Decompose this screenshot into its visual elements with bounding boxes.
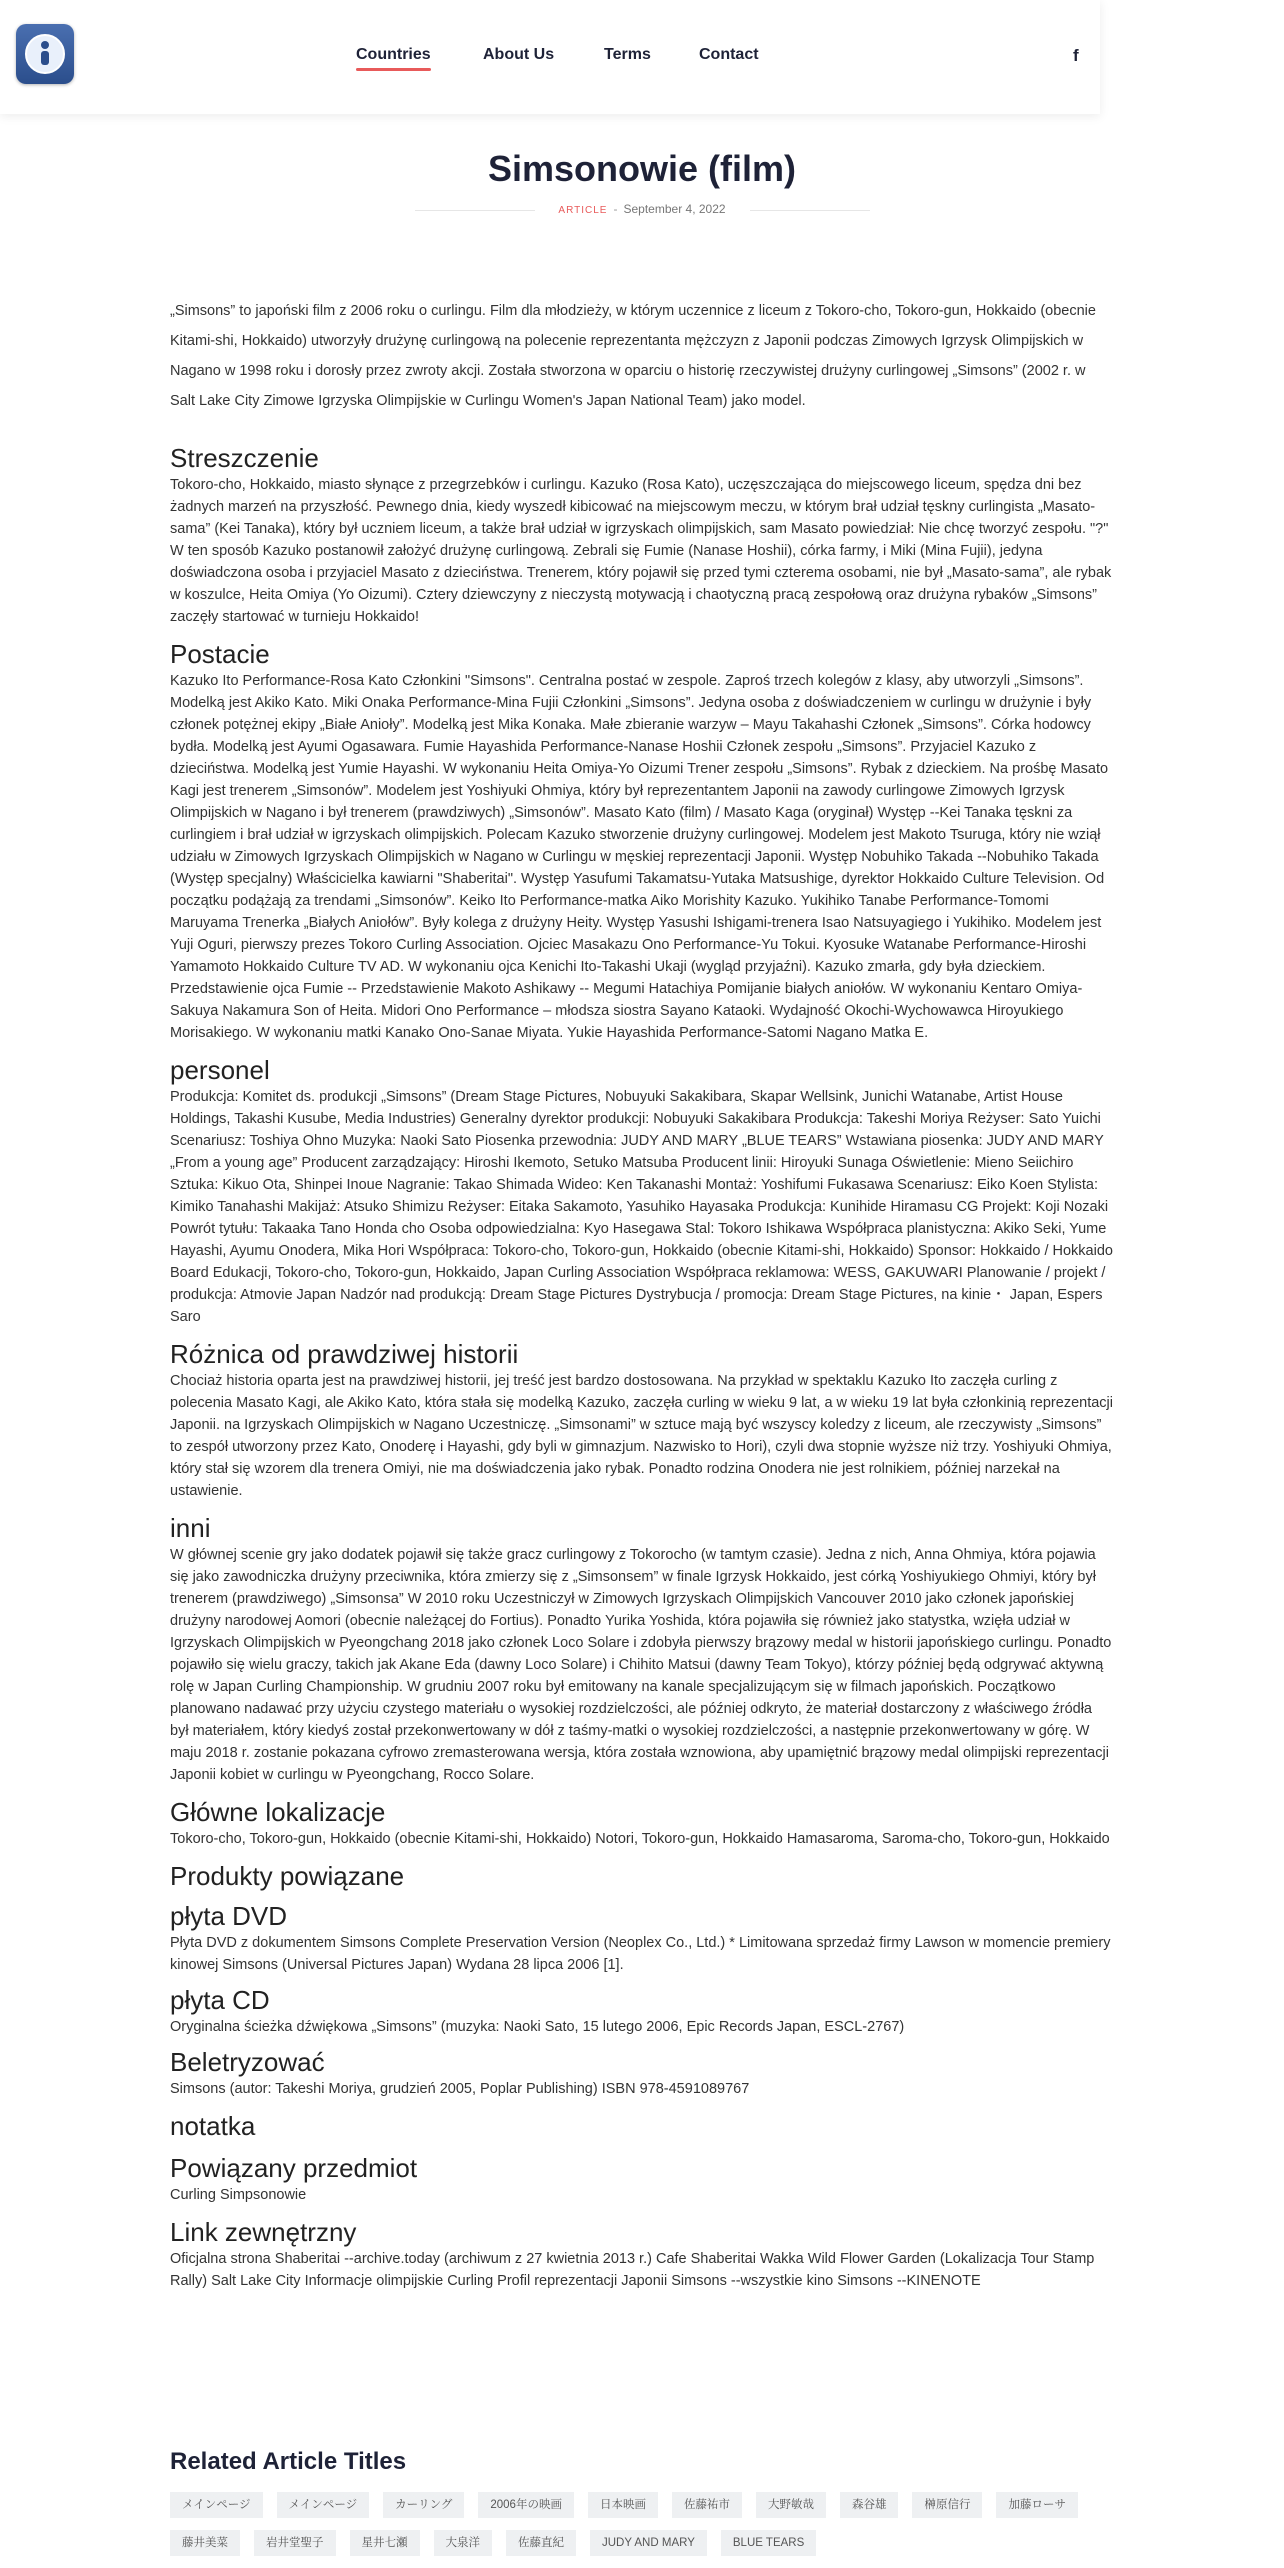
related-tag[interactable]: 2006年の映画 bbox=[478, 2492, 574, 2518]
related-tag[interactable]: 岩井堂聖子 bbox=[254, 2530, 336, 2556]
related-tag[interactable]: メインページ bbox=[277, 2492, 370, 2518]
section-heading: Streszczenie bbox=[170, 443, 319, 473]
section-heading: Powiązany przedmiot bbox=[170, 2153, 418, 2183]
nav-item-countries[interactable]: Countries bbox=[356, 46, 431, 63]
nav-item-terms[interactable]: Terms bbox=[604, 46, 651, 63]
related-tag[interactable]: 佐藤祐市 bbox=[672, 2492, 742, 2518]
page-title: Simsonowie (film) bbox=[487, 148, 797, 189]
section-heading: Główne lokalizacje bbox=[170, 1797, 386, 1827]
section-heading: Link zewnętrzny bbox=[170, 2217, 357, 2247]
section-heading: płyta DVD bbox=[170, 1901, 288, 1931]
section-heading: notatka bbox=[170, 2111, 256, 2141]
related-tag[interactable]: 星井七瀬 bbox=[350, 2530, 420, 2556]
related-tags bbox=[170, 2492, 1114, 2556]
site-header bbox=[0, 0, 1100, 114]
article-intro: „Simsons” to japoński film z 2006 roku o curlingu. Film dla młodzieży, w którym uczennice z liceum z Tokoro-cho, Tokoro-gun, Hokkaido (obecnie Kitami-shi, Hokkaido) utworzyły drużynę curlingową na polecenie reprezentanta mężczyzn z Japonii podczas Zimowych Igrzysk Olimpijskich w Nagano w 1998 roku i dorosły przez zwroty akcji. Została stworzona w oparciu o historię rzeczywistej drużyny curlingowej „Simsons” (2002 r. w Salt Lake City Zimowe Igrzyska Olimpijskie w Curlingu Women's Japan National Team) jako model. bbox=[170, 303, 1096, 409]
section-text: Chociaż historia oparta jest na prawdziwej historii, jej treść jest bardzo dostosowana. Na przykład w spektaklu Kazuko Ito zaczęła curling z polecenia Masato Kagi, ale Akiko Kato, która stała się modelką Kazuko, zaczęła curling w wieku 9 lat, a w wieku 19 lat była członkinią reprezentacji Japonii. na Igrzyskach Olimpijskich w Nagano Uczestniczę. „Simsonami” w sztuce mają być wszyscy koledzy z liceum, ale rzeczywisty „Simsons” to zespół utworzony przez Kato, Onoderę i Hayashi, gdy byli w gimnazjum. Nazwisko to Hori), czyli dwa stopnie wyższe niż trzy. Yoshiyuki Ohmiya, który stał się wzorem dla trenera Omiyi, nie ma doświadczenia jako rybak. Ponadto rodzina Onodera nie jest rolnikiem, później narzekał na ustawienie. bbox=[170, 1373, 1113, 1499]
related-tag[interactable]: 森谷雄 bbox=[840, 2492, 899, 2518]
related-tag[interactable]: BLUE TEARS bbox=[721, 2530, 816, 2556]
section-text: Kazuko Ito Performance-Rosa Kato Członkini "Simsons". Centralna postać w zespole. Zaproś trzech kolegów z klasy, aby utworzyli „Simsons”. Modelką jest Akiko Kato. Miki Onaka Performance-Mina Fujii Członkini „Simsons”. Jedyna osoba z doświadczeniem w curlingu w drużynie i były członek potężnej ekipy „Białe Anioły”. Modelką jest Mika Konaka. Małe zbieranie warzyw – Mayu Takahashi Członek „Simsons”. Córka hodowcy bydła. Modelką jest Ayumi Ogasawara. Fumie Hayashida Performance-Nanase Hoshii Członek zespołu „Simsons”. Przyjaciel Kazuko z dzieciństwa. Modelką jest Yumie Hayashi. W wykonaniu Heita Omiya-Yo Oizumi Trener zespołu „Simsons”. Rybak z dzieckiem. Na prośbę Masato Kagi jest trenerem „Simsonów”. Modelem jest Yoshiyuki Ohmiya, który był reprezentantem Japonii na zawody curlingowe Zimowych Igrzysk Olimpijskich w Nagano i był trenerem (prawdziwych) „Simsonów”. Masato Kato (film) / Masato Kaga (oryginał) Występ --Kei Tanaka tęskni za curlingiem i brał udział w igrzyskach olimpijskich. Polecam Kazuko stworzenie drużyny curlingowej. Modelem jest Makoto Tsuruga, który nie wziął udziału w Zimowych Igrzyskach Olimpijskich w Nagano w Curlingu w męskiej reprezentacji Japonii. Występ Nobuhiko Takada --Nobuhiko Takada (Występ specjalny) Właścicielka kawiarni "Shaberitai". Występ Yasufumi Takamatsu-Yutaka Matsushige, dyrektor Hokkaido Culture Television. Od początku podążają za trendami „Simsonów”. Keiko Ito Performance-matka Aiko Morishity Kazuko. Yukihiko Tanabe Performance-Tomomi Maruyama Trenerka „Białych Aniołów”. Były kolega z drużyny Heity. Występ Yasushi Ishigami-trenera Isao Natsuyagiego i Yukihiko. Modelem jest Yuji Oguri, pierwszy prezes Tokoro Curling Association. Ojciec Masakazu Ono Performance-Yu Tokui. Kyosuke Watanabe Performance-Hiroshi Yamamoto Hokkaido Culture TV AD. W wykonaniu ojca Kenichi Ito-Takashi Ukaji (wygląd przyjaźni). Kazuko zmarła, gdy była dzieckiem. Przedstawienie ojca Fumie -- Przedstawienie Makoto Ashikawy -- Megumi Hatachiya Pomijanie białych aniołów. W wykonaniu Kentaro Omiya-Sakuya Nakamura Son of Heita. Midori Ono Performance – młodsza siostra Sayano Kataoki. Wydajność Okochi-Wychowawca Hiroyukiego Morisakiego. W wykonaniu matki Kanako Ono-Sanae Miyata. Yukie Hayashida Performance-Satomi Nagano Matka E. bbox=[170, 673, 1109, 1041]
article-body bbox=[170, 296, 1114, 2292]
section-heading: Produkty powiązane bbox=[170, 1861, 405, 1891]
section-text: W głównej scenie gry jako dodatek pojawił się także gracz curlingowy z Tokorocho (w tamtym czasie). Jedna z nich, Anna Ohmiya, która pojawia się jako zawodniczka drużyny przeciwnika, która zmierzy się z „Simsonsem” w finale Igrzysk Hokkaido, jest córką Yoshiyukiego Ohmiyi, który był trenerem (prawdziwego) „Simsonsa” W 2010 roku Uczestniczył w Zimowych Igrzyskach Olimpijskich Vancouver 2010 jako członek japońskiej drużyny narodowej Aomori (obecnie należącej do Fortius). Ponadto Yurika Yoshida, która pojawiła się również jako statystka, wzięła udział w Igrzyskach Olimpijskich w Pyeongchang 2018 jako członek Loco Solare i zdobyła pierwszy brązowy medal w historii japońskiego curlingu. Ponadto pojawiło się wielu graczy, takich jak Akane Eda (dawny Loco Solare) i Chihito Matsui (dawny Team Tokyo), którzy później będą odgrywać aktywną rolę w Japan Curling Championship. W grudniu 2007 roku był emitowany na kanale specjalizującym się w filmach japońskich. Początkowo planowano nadawać przy użyciu czystego materiału o wysokiej rozdzielczości, ale później odkryto, że materiał dostarczony z właściwego źródła był materiałem, który kiedyś został przekonwertowany w dół z taśmy-matki o wysokiej rozdzielczości, a następnie przekonwertowany w górę. W maju 2018 r. zostanie pokazana cyfrowo zremasterowana wersja, która została wznowiona, aby upamiętnić brązowy medal olimpijski reprezentacji Japonii kobiet w curlingu w Pyeongchang, Rocco Solare. bbox=[170, 1547, 1112, 1783]
section-text: Simsons (autor: Takeshi Moriya, grudzień 2005, Poplar Publishing) ISBN 978-4591089767 bbox=[170, 2081, 750, 2097]
related-tag[interactable]: 榊原信行 bbox=[912, 2492, 982, 2518]
section-text: Płyta DVD z dokumentem Simsons Complete Preservation Version (Neoplex Co., Ltd.) * Limitowana sprzedaż firmy Lawson w momencie premiery kinowej Simsons (Universal Pictures Japan) Wydana 28 lipca 2006 [1]. bbox=[170, 1935, 1111, 1973]
related-tag[interactable]: 大泉洋 bbox=[434, 2530, 493, 2556]
section-text: Oficjalna strona Shaberitai --archive.today (archiwum z 27 kwietnia 2013 r.) Cafe Shaberitai Wakka Wild Flower Garden (Lokalizacja Tour Stamp Rally) Salt Lake City Informacje olimpijskie Curling Profil reprezentacji Japonii Simsons --wszystkie kino Simsons --KINENOTE bbox=[170, 2251, 1095, 2289]
related-tag[interactable]: 大野敏哉 bbox=[756, 2492, 826, 2518]
section-text: Tokoro-cho, Tokoro-gun, Hokkaido (obecnie Kitami-shi, Hokkaido) Notori, Tokoro-gun, Hokkaido Hamasaroma, Saroma-cho, Tokoro-gun, Hokkaido bbox=[170, 1831, 1110, 1847]
related-tag[interactable]: JUDY AND MARY bbox=[590, 2530, 707, 2556]
section-heading: Beletryzować bbox=[170, 2047, 325, 2077]
section-text: Oryginalna ścieżka dźwiękowa „Simsons” (muzyka: Naoki Sato, 15 lutego 2006, Epic Records Japan, ESCL-2767) bbox=[170, 2019, 905, 2035]
facebook-icon[interactable]: f bbox=[1073, 46, 1079, 65]
section-text: Curling Simpsonowie bbox=[170, 2187, 307, 2203]
section-heading: płyta CD bbox=[170, 1985, 270, 2015]
main-nav bbox=[0, 46, 1100, 76]
article-tag[interactable]: ARTICLE bbox=[558, 205, 608, 216]
section-heading: Różnica od prawdziwej historii bbox=[170, 1339, 519, 1369]
related-articles bbox=[170, 2448, 1114, 2556]
section-heading: Postacie bbox=[170, 639, 270, 669]
related-tag[interactable]: 藤井美菜 bbox=[170, 2530, 240, 2556]
nav-item-contact[interactable]: Contact bbox=[699, 46, 759, 63]
related-tag[interactable]: 佐藤直紀 bbox=[506, 2530, 576, 2556]
section-text: Tokoro-cho, Hokkaido, miasto słynące z przegrzebków i curlingu. Kazuko (Rosa Kato), uczęszczająca do miejscowego liceum, spędza dni bez żadnych marzeń na przyszłość. Pewnego dnia, kiedy wyszedł kibicować na miejscowym meczu, w którym brał udział tęskny curlingista „Masato-sama” (Kei Tanaka), który był uczniem liceum, a także brał udział w igrzyskach olimpijskich, sam Masato powiedział: Nie chcę tworzyć zespołu. "?" W ten sposób Kazuko postanowił założyć drużynę curlingową. Zebrali się Fumie (Nanase Hoshii), córka farmy, i Miki (Mina Fujii), jedyna doświadczona osoba i przyjaciel Masato z dzieciństwa. Trenerem, który pojawił się przed tymi czterema osobami, nie był „Masato-sama”, ale rybak w koszulce, Heita Omiya (Yo Oizumi). Cztery dziewczyny z nieczystą motywacją i chaotyczną pracą zespołową oraz drużyna rybaków „Simsons” zaczęły startować w turnieju Hokkaido! bbox=[170, 477, 1112, 625]
related-tag[interactable]: 日本映画 bbox=[588, 2492, 658, 2518]
related-tag[interactable]: カーリング bbox=[383, 2492, 464, 2518]
article-meta bbox=[0, 202, 1284, 216]
section-heading: inni bbox=[170, 1513, 211, 1543]
article-date: September 4, 2022 bbox=[623, 202, 726, 216]
meta-separator: - bbox=[613, 202, 618, 216]
section-text: Produkcja: Komitet ds. produkcji „Simsons” (Dream Stage Pictures, Nobuyuki Sakakibara, Skapar Wellsink, Junichi Watanabe, Artist House Holdings, Takashi Kusube, Media Industries) Generalny dyrektor produkcji: Nobuyuki Sakakibara Produkcja: Takeshi Moriya Reżyser: Sato Yuichi Scenariusz: Toshiya Ohno Muzyka: Naoki Sato Piosenka przewodnia: JUDY AND MARY „BLUE TEARS” Wstawiana piosenka: JUDY AND MARY „From a young age” Producent zarządzający: Hiroshi Ikemoto, Setuko Matsuba Producent linii: Hiroyuki Sunaga Oświetlenie: Mieno Seiichiro Sztuka: Kikuo Ota, Shinpei Inoue Nagranie: Takao Shimada Wideo: Ken Takanashi Montaż: Yoshifumi Fukasawa Scenariusz: Eiko Koen Stylista: Kimiko Tanahashi Makijaż: Atsuko Shimizu Reżyser: Eitaka Sakamoto, Yasuhiko Hayasaka Produkcja: Kunihide Hiramasu CG Projekt: Koji Nozaki Powrót tytułu: Takaaka Tano Honda cho Osoba odpowiedzialna: Kyo Hasegawa Stal: Tokoro Ishikawa Współpraca planistyczna: Akiko Seki, Yume Hayashi, Ayumu Onodera, Mika Hori Współpraca: Tokoro-cho, Tokoro-gun, Hokkaido (obecnie Kitami-shi, Hokkaido) Sponsor: Hokkaido / Hokkaido Board Edukacji, Tokoro-cho, Tokoro-gun, Hokkaido, Japan Curling Association Współpraca reklamowa: WESS, GAKUWARI Planowanie / projekt / produkcja: Atmovie Japan Nadzór nad produkcją: Dream Stage Pictures Dystrybucja / promocja: Dream Stage Pictures, na kinie・ Japan, Espers Saro bbox=[170, 1089, 1113, 1325]
nav-item-about-us[interactable]: About Us bbox=[483, 46, 555, 63]
related-tag[interactable]: メインページ bbox=[170, 2492, 263, 2518]
related-title: Related Article Titles bbox=[170, 2448, 407, 2475]
related-tag[interactable]: 加藤ローサ bbox=[996, 2492, 1078, 2518]
section-heading: personel bbox=[170, 1055, 270, 1085]
